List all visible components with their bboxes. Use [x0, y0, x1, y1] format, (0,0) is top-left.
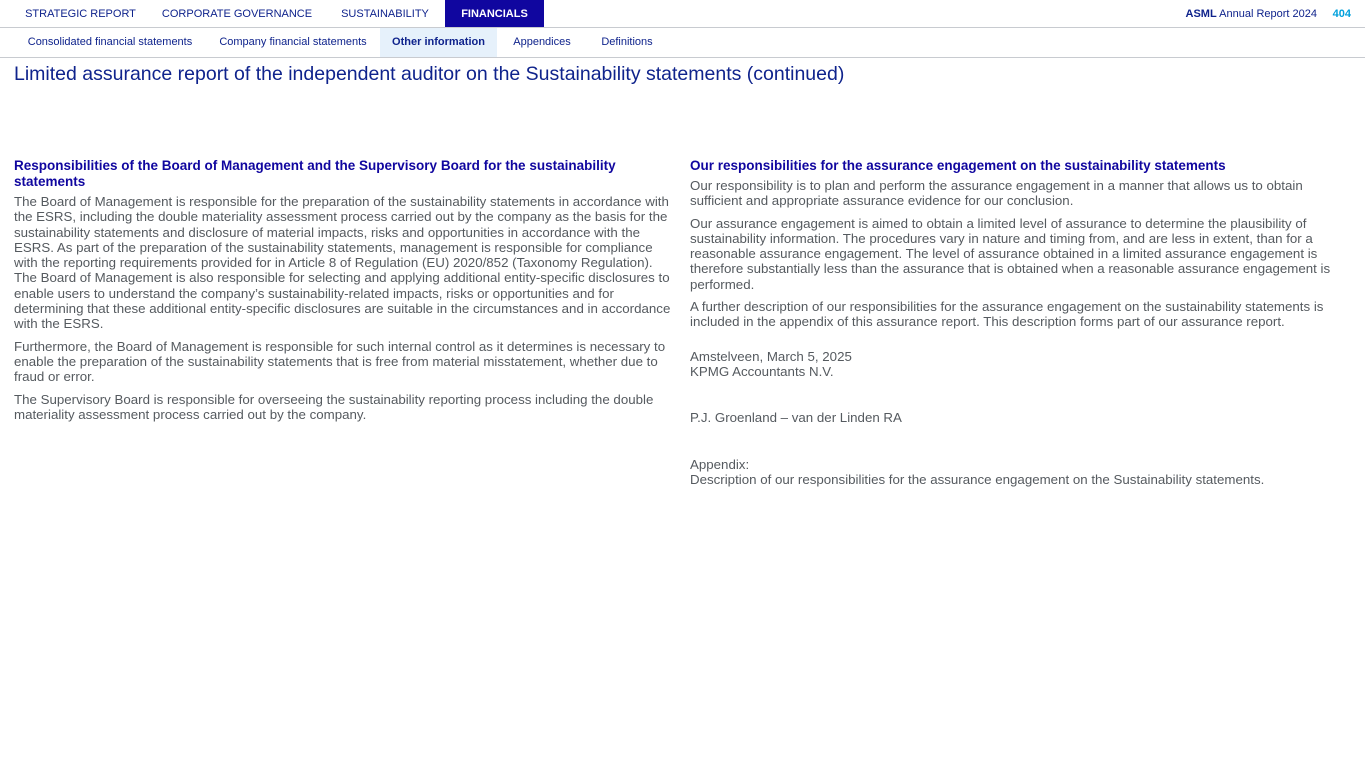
subnav-appendices[interactable]: Appendices [513, 36, 571, 48]
board-responsibilities-paragraph-3: The Supervisory Board is responsible for overseeing the sustainability reporting process including the double materiality assessment process carried out by the company. [14, 391, 654, 422]
tab-sustainability[interactable]: SUSTAINABILITY [341, 8, 429, 20]
tab-strategic-report[interactable]: STRATEGIC REPORT [25, 8, 136, 20]
board-responsibilities-paragraph-1: The Board of Management is responsible for the preparation of the sustainability statements in accordance with the ESRS, including the double materiality assessment process carried out by the company as the basis for the sustainability statements and disclosure of material impacts, risks and opportunities in accordance with the ESRS. As part of the preparation of the sustainability statements, management is responsible for compliance with the reporting requirements provided for in Article 8 of Regulation (EU) 2020/852 (Taxonomy Regulation). The Board of Management is also responsible for selecting and applying additional entity-specific disclosures to enable users to understand the company’s sustainability-related impacts, risks or opportunities and for determining that these additional entity-specific disclosures are suitable in the circumstances and in accordance with the ESRS. [14, 194, 671, 332]
auditor-responsibilities-paragraph-3: A further description of our responsibilities for the assurance engagement on the sustainability statements is included in the appendix of this assurance report. This description forms part of our assurance report. [690, 299, 1324, 330]
tab-financials[interactable]: FINANCIALS [445, 0, 544, 27]
board-responsibilities-section [14, 158, 674, 429]
appendix-label: Appendix: [690, 456, 750, 472]
auditor-responsibilities-heading: Our responsibilities for the assurance engagement on the sustainability statements [690, 158, 1226, 173]
auditor-responsibilities-paragraph-1: Our responsibility is to plan and perform the assurance engagement in a manner that allows us to obtain sufficient and appropriate assurance evidence for our conclusion. [690, 178, 1303, 209]
sub-navigation [0, 28, 1365, 58]
tab-corporate-governance[interactable]: CORPORATE GOVERNANCE [161, 8, 313, 20]
page-title: Limited assurance report of the independent auditor on the Sustainability statements (continued) [14, 63, 845, 85]
appendix-reference [690, 457, 1350, 488]
auditor-responsibilities-section [690, 158, 1350, 494]
board-responsibilities-paragraph-2: Furthermore, the Board of Management is responsible for such internal control as it determines is necessary to enable the preparation of the sustainability statements that is free from material misstatement, whether due to fraud or error. [14, 338, 666, 385]
brand-report-title: Annual Report 2024 [1219, 8, 1317, 20]
appendix-description: Description of our responsibilities for the assurance engagement on the Sustainability statements. [690, 471, 1265, 487]
place-date: Amstelveen, March 5, 2025 [690, 348, 852, 364]
subnav-definitions[interactable]: Definitions [601, 36, 653, 48]
audit-firm: KPMG Accountants N.V. [690, 363, 834, 379]
auditor-responsibilities-paragraph-2: Our assurance engagement is aimed to obtain a limited level of assurance to determine the plausibility of sustainability information. The procedures vary in nature and timing from, and are less in extent, than for a reasonable assurance engagement. The level of assurance obtained in a limited assurance engagement is therefore substantially less than the assurance that is obtained when a reasonable assurance engagement is performed. [690, 215, 1331, 292]
signatory: P.J. Groenland – van der Linden RA [690, 410, 902, 426]
report-brand [1186, 0, 1317, 29]
subnav-consolidated-financial-statements[interactable]: Consolidated financial statements [27, 36, 193, 48]
brand-name: ASML [1185, 8, 1217, 20]
board-responsibilities-heading: Responsibilities of the Board of Management and the Supervisory Board for the sustainability statements [14, 158, 616, 189]
page-number: 404 [1332, 8, 1351, 20]
subnav-other-information[interactable]: Other information [380, 28, 497, 57]
signature-block [690, 349, 1350, 380]
subnav-company-financial-statements[interactable]: Company financial statements [219, 36, 367, 48]
top-navigation [0, 0, 1365, 28]
